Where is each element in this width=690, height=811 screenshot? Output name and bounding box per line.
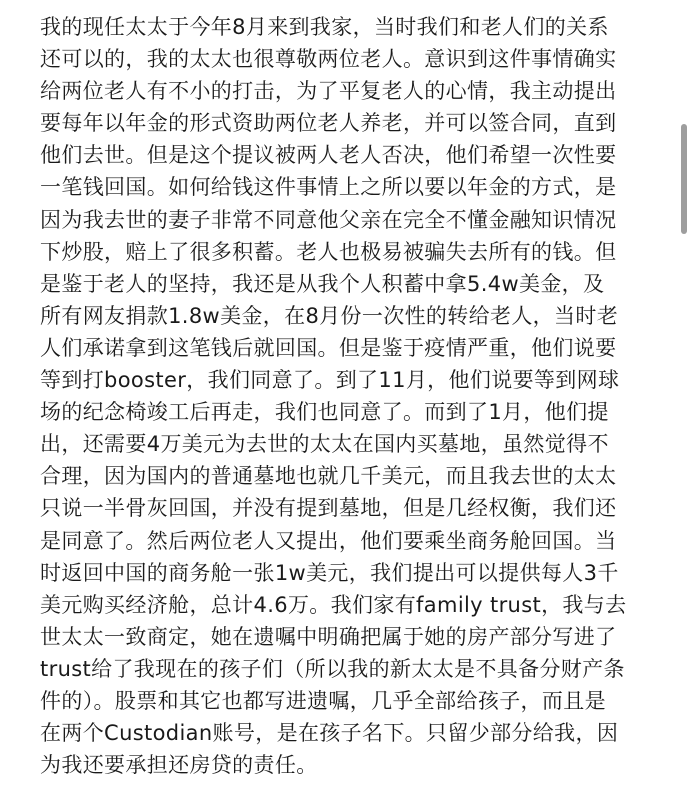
text-line: 下炒股，赔上了很多积蓄。老人也极易被骗失去所有的钱。但 (40, 239, 617, 264)
text-line: 时返回中国的商务舱一张1w美元，我们提出可以提供每人3千 (40, 560, 619, 585)
text-line: 人们承诺拿到这笔钱后就回国。但是鉴于疫情严重，他们说要 (40, 335, 617, 360)
text-line: 因为我去世的妻子非常不同意他父亲在完全不懂金融知识情况 (40, 207, 617, 232)
text-line: 是同意了。然后两位老人又提出，他们要乘坐商务舱回国。当 (40, 528, 617, 553)
text-line: 场的纪念椅竣工后再走，我们也同意了。而到了1月，他们提 (40, 400, 609, 425)
text-line: trust给了我现在的孩子们（所以我的新太太是不具备分财产条 (40, 656, 625, 681)
text-line: 美元购买经济舱，总计4.6万。我们家有family trust，我与去 (40, 592, 627, 617)
text-line: 他们去世。但是这个提议被两人老人否决，他们希望一次性要 (40, 143, 617, 168)
text-line: 是鉴于老人的坚持，我还是从我个人积蓄中拿5.4w美金，及 (40, 271, 605, 296)
text-line: 所有网友捐款1.8w美金，在8月份一次性的转给老人，当时老 (40, 303, 619, 328)
text-line: 合理，因为国内的普通墓地也就几千美元，而且我去世的太太 (40, 464, 617, 489)
text-line: 给两位老人有不小的打击，为了平复老人的心情，我主动提出 (40, 79, 617, 104)
text-line: 一笔钱回国。如何给钱这件事情上之所以要以年金的方式，是 (40, 175, 617, 200)
text-line: 还可以的，我的太太也很尊敬两位老人。意识到这件事情确实 (40, 47, 617, 72)
scrollbar-thumb[interactable] (681, 124, 687, 234)
text-line: 为我还要承担还房贷的责任。 (40, 753, 318, 778)
text-line: 世太太一致商定，她在遗嘱中明确把属于她的房产部分写进了 (40, 624, 617, 649)
text-line: 我的现任太太于今年8月来到我家，当时我们和老人们的关系 (40, 15, 609, 39)
text-line: 在两个Custodian账号，是在孩子名下。只留少部分给我，因 (40, 721, 619, 746)
article-text (40, 11, 660, 781)
text-line: 要每年以年金的形式资助两位老人养老，并可以签合同，直到 (40, 111, 617, 136)
text-line: 只说一半骨灰回国，并没有提到墓地，但是几经权衡，我们还 (40, 496, 617, 521)
text-line: 件的）。股票和其它也都写进遗嘱，几乎全部给孩子，而且是 (40, 688, 606, 713)
text-line: 等到打booster，我们同意了。到了11月，他们说要等到网球 (40, 368, 620, 393)
text-line: 出，还需要4万美元为去世的太太在国内买墓地，虽然觉得不 (40, 432, 609, 457)
